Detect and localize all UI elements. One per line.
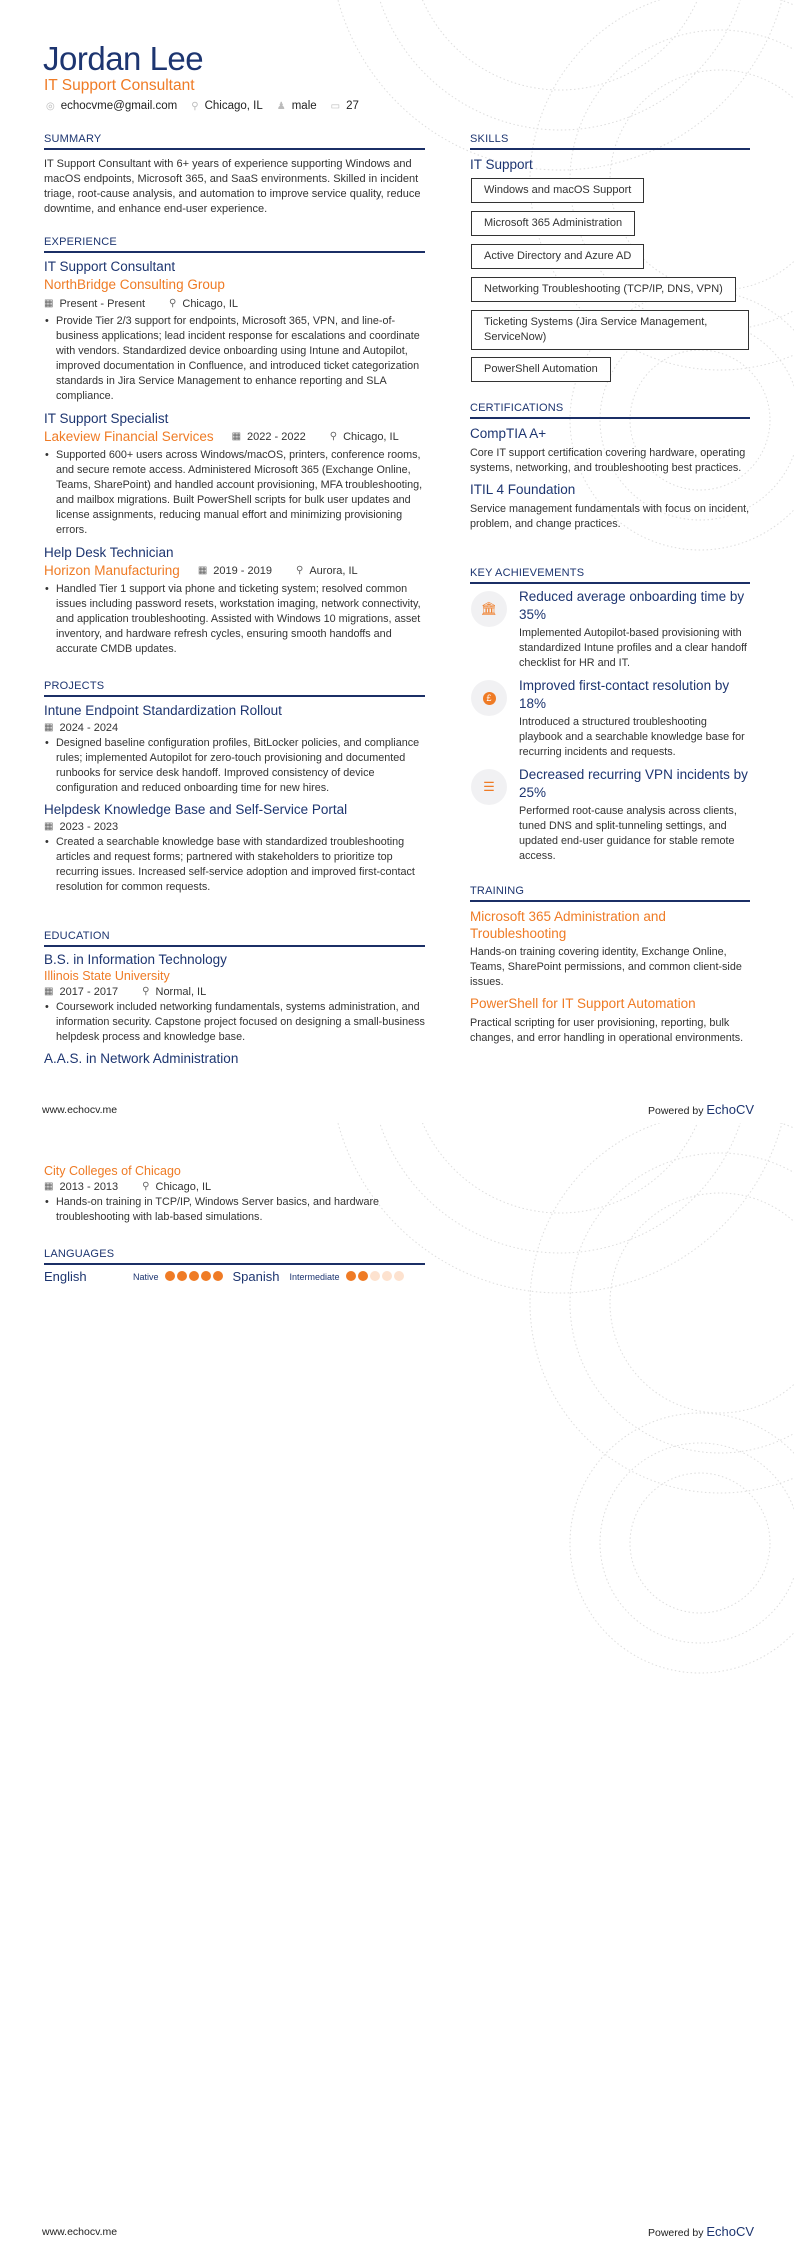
summary-text: IT Support Consultant with 6+ years of experience supporting Windows and macOS endpoints, Microsoft 365, and SaaS environments. Skilled in incident triage, root-cause analysis, and automation to improve service quality, reduce downtime, and enhance end-user experience. [44,158,421,215]
job-meta [198,563,358,579]
achievement-title: Improved first-contact resolution by 18% [519,678,730,711]
person-icon: ♟ [276,100,286,112]
languages-row [44,1269,425,1284]
calendar-icon: ▦ [44,821,54,832]
education-bullet: • Coursework included networking fundamentals, systems administration, and information security. Capstone project focused on designing a small-business helpdesk process and knowledge base. [44,1000,425,1045]
powered-by-label: Powered by [648,1105,704,1117]
job-dates: 2019 - 2019 [213,565,272,577]
job-title: IT Support Consultant [44,259,176,274]
achievement-desc: Introduced a structured troubleshooting playbook and a searchable knowledge base for recurring incidents and requests. [519,716,745,758]
brand-logo[interactable]: EchoCV [706,1102,755,1117]
skills-section [470,133,750,174]
achievement-title: Decreased recurring VPN incidents by 25% [519,767,748,800]
footer-site-link[interactable]: www.echocv.me [42,1104,118,1116]
section-heading: SUMMARY [44,133,425,150]
rating-dot-filled [201,1271,211,1281]
language-rating [165,1269,225,1284]
job-bullet: • Handled Tier 1 support via phone and ticketing system; resolved common issues including password resets, workstation imaging, network connectivity, and application troubleshooting. Assisted with Windows 10 migrations, asset inventory, and hardware refresh cycles, ensuring smooth handoffs and accurate CMDB updates. [44,582,425,657]
project-meta [44,720,425,736]
rating-dot-empty [382,1271,392,1281]
location-pin-icon: ⚲ [142,986,150,997]
education-dates: 2013 - 2013 [59,1181,119,1193]
rating-dot-empty [394,1271,404,1281]
location-pin-icon: ⚲ [191,100,199,112]
achievement-title: Reduced average onboarding time by 35% [519,589,745,622]
company-name: NorthBridge Consulting Group [44,277,225,292]
degree: A.A.S. in Network Administration [44,1051,239,1066]
rating-dot-filled [346,1271,356,1281]
project-bullet: • Created a searchable knowledge base with standardized troubleshooting articles and request forms; partnered with stakeholders to prioritize top recurring issues. Increased self-service adoption and improved first-contact resolution for common requests. [44,835,425,895]
skill-tag: Microsoft 365 Administration [471,211,635,236]
contact-email[interactable]: echocvme@gmail.com [60,100,178,112]
page-2 [0,1123,794,2246]
at-icon: ◎ [46,100,55,112]
job-bullet: • Provide Tier 2/3 support for endpoints, Microsoft 365, VPN, and line-of-business applications; lead incident response for escalations and coordinate with vendors. Standardized device onboarding using Intune and Autopilot, improved documentation in Confluence, and introduced ticket categorization standards in Jira Service Management to enhance reporting and SLA compliance. [44,314,425,404]
job-dates: Present - Present [59,298,146,310]
job-title: Help Desk Technician [44,545,174,560]
language-level: Native [133,1271,159,1282]
skill-tag: Networking Troubleshooting (TCP/IP, DNS, VPN) [471,277,736,302]
location-pin-icon: ⚲ [329,431,338,442]
calendar-icon: ▦ [197,565,208,576]
job-location: Aurora, IL [309,565,358,577]
powered-by-label: Powered by [648,2227,704,2239]
training-title: PowerShell for IT Support Automation [470,996,696,1011]
calendar-icon: ▭ [330,100,341,112]
project-dates: 2024 - 2024 [59,722,119,734]
education-item [44,1163,425,1225]
company-name: Lakeview Financial Services [44,429,214,444]
project-item [44,702,425,796]
experience-item [44,410,425,538]
education-section [44,930,425,1068]
achievement-desc: Implemented Autopilot-based provisioning with standardized Intune profiles and a clear handoff checklist for HR and IT. [519,627,747,669]
experience-item [44,258,425,404]
achievement-item [519,677,751,760]
language-name: Spanish [232,1269,280,1284]
rating-dot-filled [358,1271,368,1281]
language-rating [346,1269,406,1284]
achievement-item [519,588,751,671]
brand-logo[interactable]: EchoCV [706,2224,755,2239]
candidate-title: IT Support Consultant [44,77,195,94]
training-title: Microsoft 365 Administration and Troubleshooting [470,909,666,941]
skill-tag: PowerShell Automation [471,357,611,382]
skill-group-title: IT Support [470,157,533,172]
certification-title: CompTIA A+ [470,426,547,441]
job-title: IT Support Specialist [44,411,169,426]
calendar-icon: ▦ [44,298,54,309]
project-title: Helpdesk Knowledge Base and Self-Service Portal [44,802,348,817]
experience-item [44,544,425,657]
project-dates: 2023 - 2023 [59,821,119,833]
align-left-icon: ☰ [471,769,507,805]
education-meta [44,984,425,1000]
certification-title: ITIL 4 Foundation [470,482,576,497]
bank-icon: 🏛 [471,591,507,627]
contact-gender: male [291,100,317,112]
language-level: Intermediate [289,1271,340,1282]
location-pin-icon: ⚲ [296,565,304,576]
section-heading: KEY ACHIEVEMENTS [470,567,750,584]
pound-coin-icon: £ [471,680,507,716]
education-meta [44,1179,425,1195]
experience-section [44,236,425,657]
languages-section [44,1248,425,1284]
skill-tag: Active Directory and Azure AD [471,244,644,269]
job-bullet: • Supported 600+ users across Windows/macOS, printers, conference rooms, and secure remote access. Administered Microsoft 365 (Exchange Online, Teams, SharePoint) and handled account provisioning, MFA troubleshooting, and mailbox migrations. Built PowerShell scripts for bulk user updates and license assignments, reducing manual effort and minimizing provisioning errors. [44,448,425,538]
contact-location: Chicago, IL [204,100,263,112]
section-heading: EDUCATION [44,930,425,947]
location-pin-icon: ⚲ [169,298,177,309]
education-item [44,952,425,1045]
project-title: Intune Endpoint Standardization Rollout [44,703,282,718]
section-heading: EXPERIENCE [44,236,425,253]
job-location: Chicago, IL [343,431,399,443]
decorative-circles [0,1123,794,2246]
calendar-icon: ▦ [44,986,54,997]
achievement-desc: Performed root-cause analysis across clients, tuned DNS and split-tunneling settings, and updated end-user guidance for stable remote access. [519,805,737,862]
degree: B.S. in Information Technology [44,952,227,967]
company-name: Horizon Manufacturing [44,563,180,578]
location-pin-icon: ⚲ [142,1181,150,1192]
skill-tag: Ticketing Systems (Jira Service Management, ServiceNow) [471,310,749,350]
section-heading: TRAINING [470,885,750,902]
candidate-name: Jordan Lee [43,40,204,77]
achievement-item [519,766,751,864]
job-meta [44,296,425,312]
projects-section [44,680,425,895]
school: City Colleges of Chicago [44,1164,181,1178]
project-meta [44,819,425,835]
training-desc: Practical scripting for user provisioning, reporting, bulk changes, and error handling in operational environments. [470,1017,744,1044]
job-meta [232,429,399,445]
contact-info [46,100,359,112]
certification-desc: Core IT support certification covering hardware, operating systems, networking, and troubleshooting best practices. [470,447,746,474]
rating-dot-filled [213,1271,223,1281]
education-location: Chicago, IL [155,1181,212,1193]
training-desc: Hands-on training covering identity, Exchange Online, Teams, SharePoint permissions, and common client-side issues. [470,946,742,988]
training-section [470,885,750,1046]
job-dates: 2022 - 2022 [247,431,306,443]
rating-dot-empty [370,1271,380,1281]
footer-site-link[interactable]: www.echocv.me [42,2226,118,2238]
calendar-icon: ▦ [44,722,54,733]
job-location: Chicago, IL [182,298,239,310]
section-heading: PROJECTS [44,680,425,697]
education-bullet: • Hands-on training in TCP/IP, Windows Server basics, and hardware troubleshooting with lab-based simulations. [44,1195,425,1225]
education-location: Normal, IL [155,986,207,998]
section-heading: LANGUAGES [44,1248,425,1265]
project-item [44,801,425,895]
education-dates: 2017 - 2017 [59,986,119,998]
calendar-icon: ▦ [44,1181,54,1192]
certification-desc: Service management fundamentals with focus on incident, problem, and change practices. [470,503,750,530]
project-bullet: • Designed baseline configuration profiles, BitLocker policies, and compliance rules; implemented Autopilot for zero-touch provisioning and documented runbooks for service desk handoff. Improved consistency of device configuration and reduced onboarding time for new hires. [44,736,425,796]
calendar-icon: ▦ [231,431,242,442]
section-heading: CERTIFICATIONS [470,402,750,419]
rating-dot-filled [189,1271,199,1281]
rating-dot-filled [177,1271,187,1281]
rating-dot-filled [165,1271,175,1281]
language-name: English [44,1269,87,1284]
skill-tag: Windows and macOS Support [471,178,644,203]
footer-powered-by [648,2224,754,2239]
achievements-section [470,567,750,584]
section-heading: SKILLS [470,133,750,150]
school: Illinois State University [44,969,170,983]
footer-powered-by [648,1102,754,1117]
contact-age: 27 [346,100,359,112]
certifications-section [470,402,750,532]
summary-section [44,133,425,217]
